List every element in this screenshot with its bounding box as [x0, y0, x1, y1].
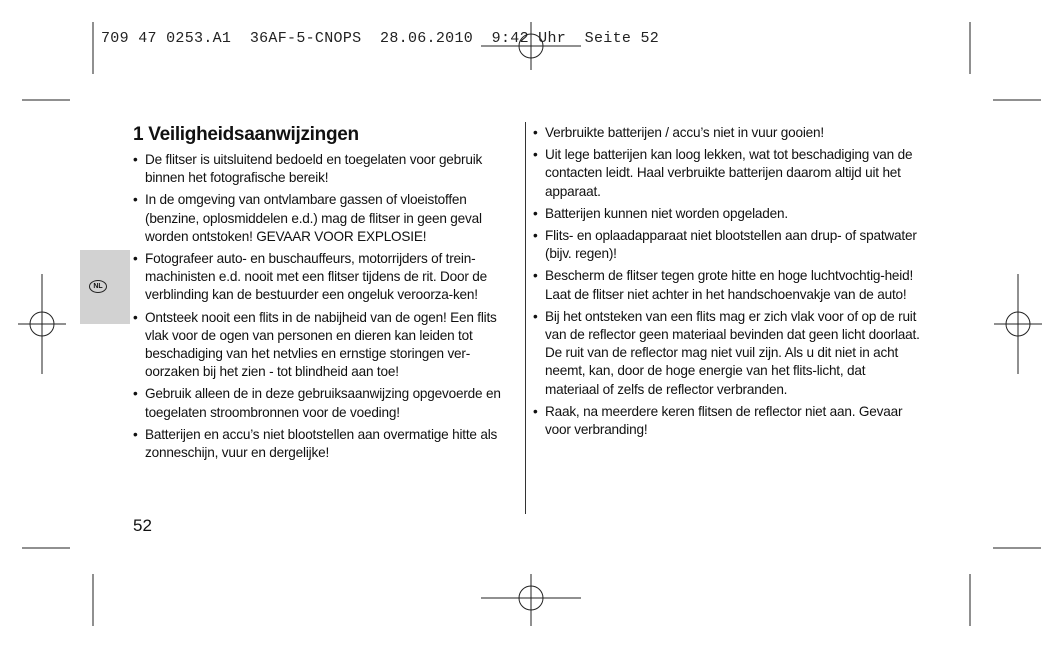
language-badge: NL — [89, 280, 107, 293]
list-item: • Batterijen kunnen niet worden opgeladen. — [533, 205, 923, 223]
registration-mark-top — [481, 22, 581, 70]
list-item: • Gebruik alleen de in deze gebruiksaanwijzing opgevoerde en toegelaten stroombronnen voor de voeding! — [133, 385, 521, 421]
list-item: • Bescherm de flitser tegen grote hitte en hoge luchtvochtig-heid! Laat de flitser niet achter in het handschoenvakje van de auto! — [533, 267, 923, 303]
print-slug: 709 47 0253.A1 36AF-5-CNOPS 28.06.2010 9:42 Uhr Seite 52 — [101, 30, 660, 47]
left-column — [133, 124, 521, 466]
list-item: • Raak, na meerdere keren flitsen de reflector niet aan. Gevaar voor verbranding! — [533, 403, 923, 439]
list-item: • Ontsteek nooit een flits in de nabijheid van de ogen! Een flits vlak voor de ogen van personen en dieren kan leiden tot beschadiging van het netvlies en ernstige storingen ver-oorzaken bij het zien - tot blindheid aan toe! — [133, 309, 521, 382]
list-item: • Fotografeer auto- en buschauffeurs, motorrijders of trein-machinisten e.d. nooit met een flitser tijdens de rit. Door de verblinding kan de bestuurder een ongeluk veroorza-ken! — [133, 250, 521, 305]
language-tab — [80, 250, 130, 324]
list-item: • Bij het ontsteken van een flits mag er zich vlak voor of op de ruit van de reflector geen materiaal bevinden dat geen licht doorlaat. De ruit van de reflector mag niet vuil zijn. Als u dit niet in acht neemt, kan, door de hoge energie van het flits-licht, dat materiaal of zelfs de reflector verbranden. — [533, 308, 923, 399]
list-item: • In de omgeving van ontvlambare gassen of vloeistoffen (benzine, oplosmiddelen e.d.) mag de flitser in geen geval worden ontstoken! GEVAAR VOOR EXPLOSIE! — [133, 191, 521, 246]
safety-list-left — [133, 151, 521, 462]
list-item: • Verbruikte batterijen / accu’s niet in vuur gooien! — [533, 124, 923, 142]
list-item: • Flits- en oplaadapparaat niet blootstellen aan drup- of spatwater (bijv. regen)! — [533, 227, 923, 263]
list-item: • Batterijen en accu’s niet blootstellen aan overmatige hitte als zonneschijn, vuur en dergelijke! — [133, 426, 521, 462]
registration-mark-right — [994, 274, 1042, 374]
column-divider — [525, 122, 526, 514]
safety-list-right — [533, 124, 923, 439]
page-number: 52 — [133, 516, 152, 535]
list-item: • Uit lege batterijen kan loog lekken, wat tot beschadiging van de contacten leidt. Haal verbruikte batterijen daarom altijd uit het apparaat. — [533, 146, 923, 201]
section-title: 1 Veiligheidsaanwijzingen — [133, 124, 359, 145]
registration-mark-bottom — [481, 574, 581, 626]
list-item: • De flitser is uitsluitend bedoeld en toegelaten voor gebruik binnen het fotografische bereik! — [133, 151, 521, 187]
registration-mark-left — [18, 274, 66, 374]
right-column — [533, 124, 923, 443]
